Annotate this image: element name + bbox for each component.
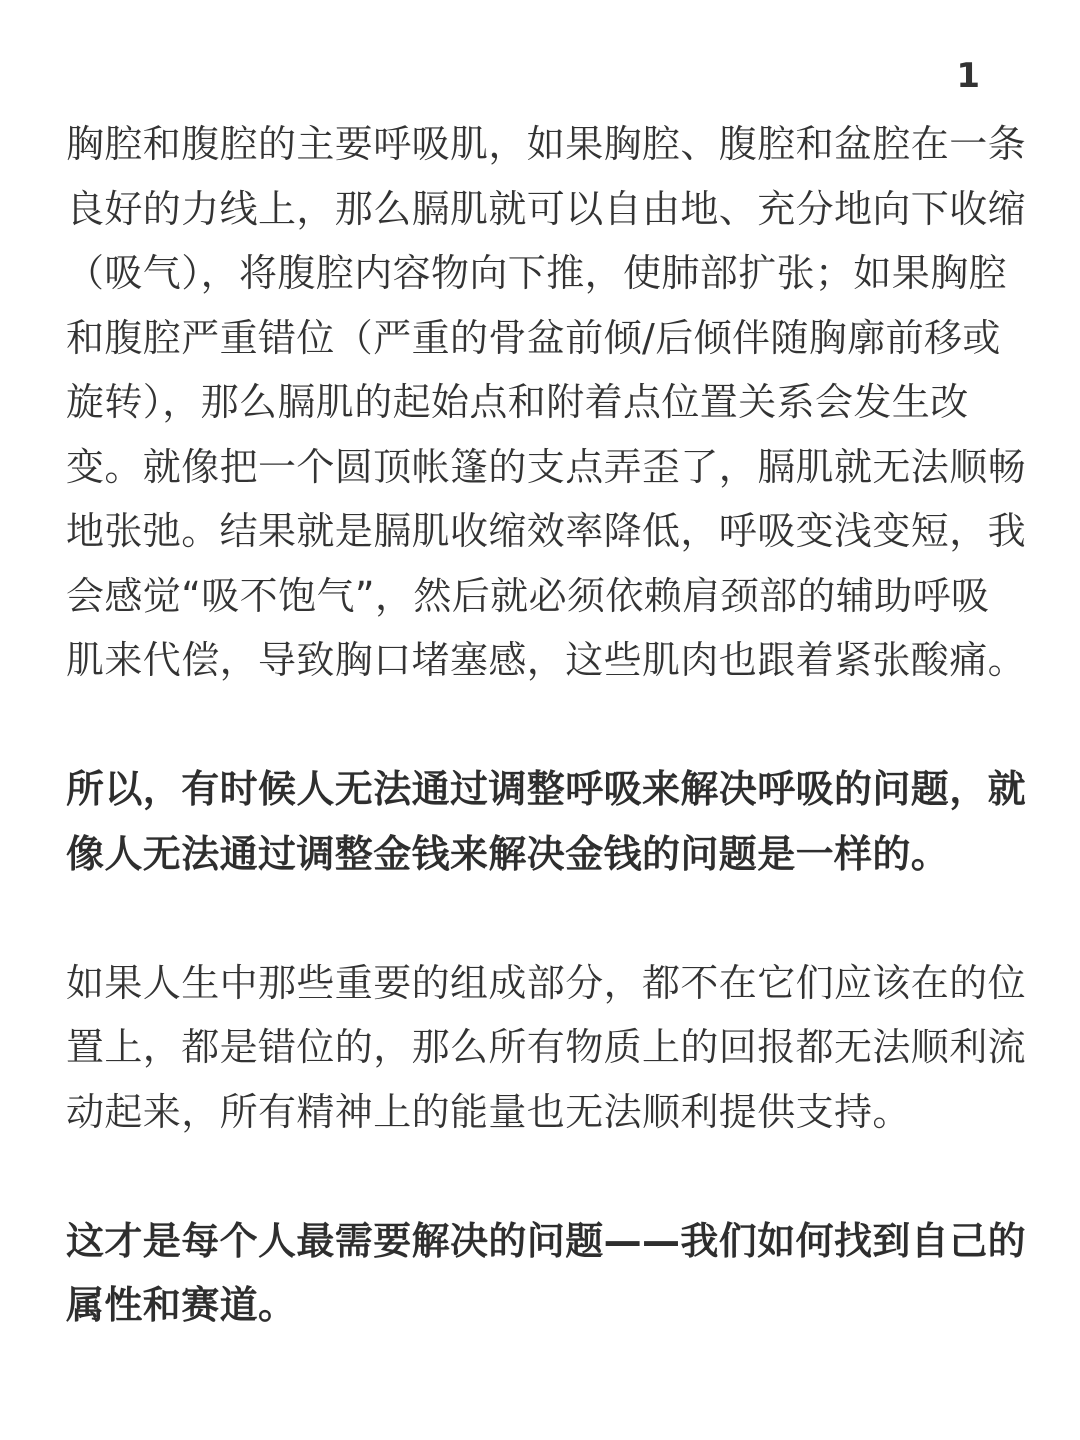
text-line: 地张弛。结果就是膈肌收缩效率降低，呼吸变浅变短，我 [66,509,1027,553]
text-line: 肌来代偿，导致胸口堵塞感，这些肌肉也跟着紧张酸痛。 [66,638,1027,682]
text-line: 会感觉“吸不饱气”，然后就必须依赖肩颈部的辅助呼吸 [66,573,990,618]
paragraph-breathing-money-bold [66,757,1027,886]
page-number: 1 [956,56,980,96]
text-line: 动起来，所有精神上的能量也无法顺利提供支持。 [66,1089,911,1134]
text-line: 胸腔和腹腔的主要呼吸肌，如果胸腔、腹腔和盆腔在一条 [66,122,1027,166]
text-line: （吸气），将腹腔内容物向下推，使肺部扩张；如果胸腔 [66,251,1008,295]
text-line: 置上，都是错位的，那么所有物质上的回报都无法顺利流 [66,1025,1027,1069]
text-line: 良好的力线上，那么膈肌就可以自由地、充分地向下收缩 [66,186,1027,231]
text-line: 像人无法通过调整金钱来解决金钱的问题是一样的。 [66,831,950,876]
paragraph-spacer [66,886,1016,951]
paragraph-spacer [66,693,1016,758]
paragraph-key-question-bold [66,1209,1027,1338]
text-line: 旋转），那么膈肌的起始点和附着点位置关系会发生改 [66,380,969,424]
text-line: 变。就像把一个圆顶帐篷的支点弄歪了，膈肌就无法顺畅 [66,444,1027,489]
paragraph-diaphragm [66,112,1027,693]
text-line: 所以，有时候人无法通过调整呼吸来解决呼吸的问题，就 [66,767,1027,811]
text-line: 如果人生中那些重要的组成部分，都不在它们应该在的位 [66,960,1027,1005]
text-line: 和腹腔严重错位（严重的骨盆前倾/后倾伴随胸廓前移或 [66,315,1001,360]
article-body [66,112,1027,1338]
text-line: 属性和赛道。 [66,1283,297,1327]
paragraph-spacer [66,1144,1016,1209]
paragraph-life-components [66,951,1027,1145]
text-line: 这才是每个人最需要解决的问题——我们如何找到自己的 [66,1218,1027,1263]
